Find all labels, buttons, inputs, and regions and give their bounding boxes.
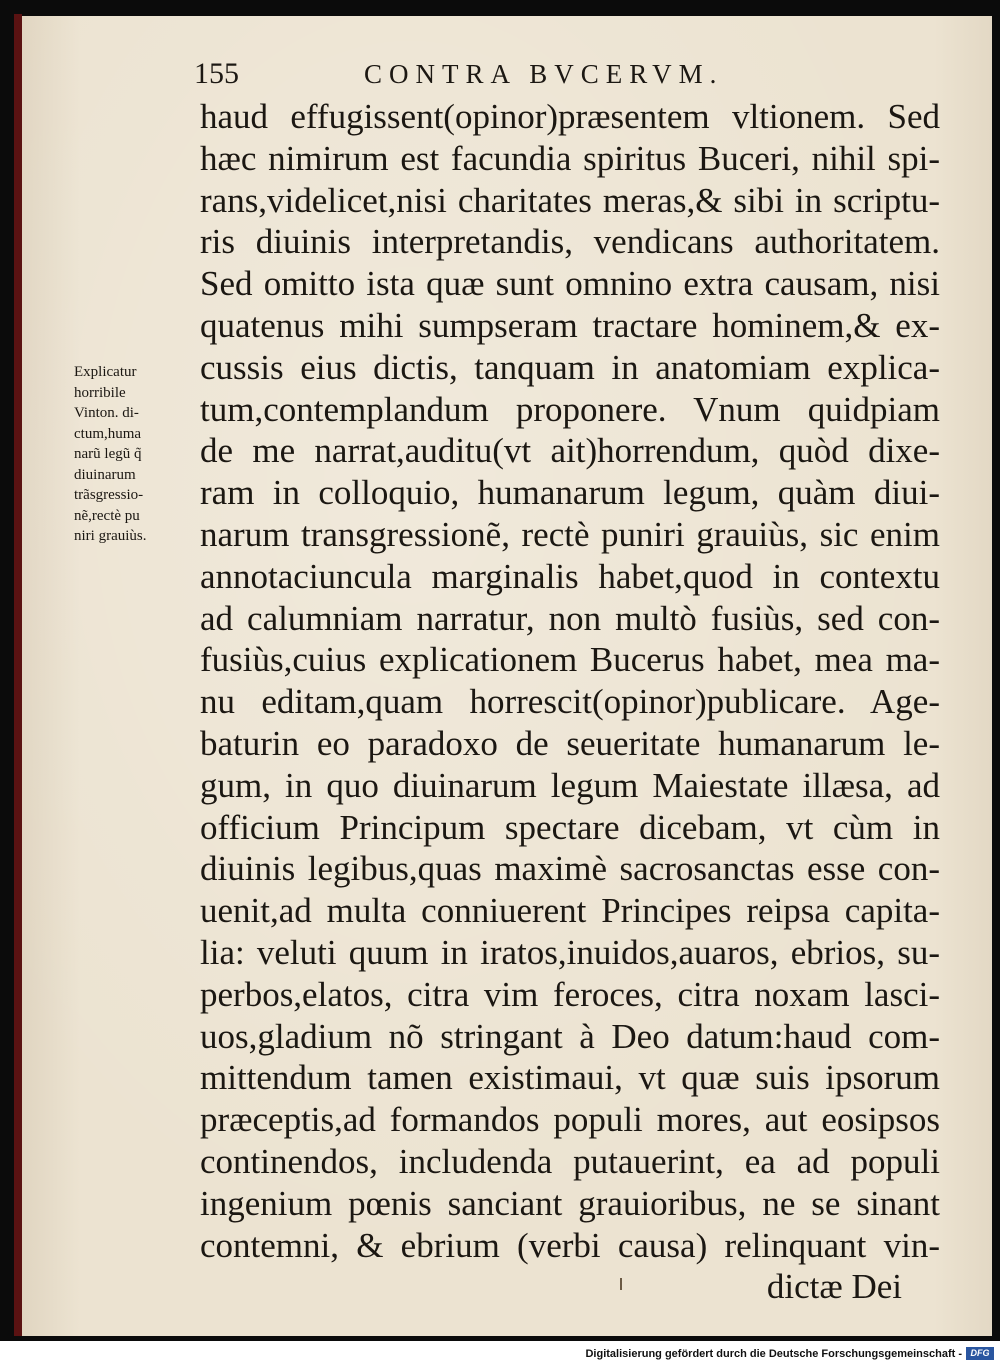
text-line: officium Principum spectare dicebam, vt cùm in [200, 807, 940, 847]
text-line: uenit,ad multa conniuerent Principes reipsa capita- [200, 891, 940, 931]
text-line: nu editam,quam horrescit(opinor)publicare. Age- [200, 682, 940, 722]
text-line: rans,videlicet,nisi charitates meras,& sibi in scriptu- [200, 180, 940, 220]
digitization-credit: Digitalisierung gefördert durch die Deutsche Forschungsgemeinschaft - [585, 1348, 962, 1360]
catchword-line: dictæ Dei [766, 1267, 902, 1307]
running-title: CONTRA BVCERVM. [364, 59, 724, 89]
book-page [22, 16, 992, 1336]
text-line: ingenium pœnis sanciant grauioribus, ne se sinant [200, 1183, 940, 1223]
text-line: ad calumniam narratur, non multò fusiùs, sed con- [200, 598, 940, 638]
running-head [194, 54, 814, 94]
marginal-note-line: nẽ,rectè pu [74, 507, 140, 524]
text-line: diuinis legibus,quas maximè sacrosanctas esse con- [200, 849, 940, 889]
text-line: ram in colloquio, humanarum legum, quàm diui- [200, 473, 940, 513]
text-line: quatenus mihi sumpseram tractare hominem,& ex- [200, 305, 940, 345]
body-text [200, 96, 940, 1308]
marginal-note-line: horribile [74, 384, 126, 401]
text-line: tum,contemplandum proponere. Vnum quidpiam [200, 389, 940, 429]
text-line: contemni, & ebrium (verbi causa) relinquant vin- [200, 1225, 940, 1265]
text-line: uos,gladium nõ stringant à Deo datum:haud com- [200, 1016, 940, 1056]
text-line: mittendum tamen existimaui, vt quæ suis ipsorum [200, 1058, 940, 1098]
text-line: cussis eius dictis, tanquam in anatomiam explica- [200, 347, 940, 387]
text-line: Sed omitto ista quæ sunt omnino extra causam, nisi [200, 264, 940, 304]
marginal-note-line: trãsgressio- [74, 487, 144, 503]
marginal-note-line: niri grauiùs. [74, 528, 147, 544]
marginal-note-line: Explicatur [74, 364, 137, 380]
marginal-note [74, 362, 198, 547]
marginal-note-line: ctum,huma [74, 425, 142, 442]
text-line: continendos, includenda putauerint, ea ad populi [200, 1141, 940, 1181]
marginal-note-line: Vinton. di- [74, 405, 139, 421]
text-line: baturin eo paradoxo de seueritate humanarum le- [200, 723, 940, 763]
book-spine-edge [14, 14, 22, 1336]
text-line: fusiùs,cuius explicationem Bucerus habet, mea ma- [200, 640, 940, 680]
text-line: præceptis,ad formandos populi mores, aut eosipsos [200, 1100, 940, 1140]
text-line: perbos,elatos, citra vim feroces, citra noxam lasci- [200, 974, 940, 1014]
marginal-note-line: diuinarum [74, 466, 136, 483]
text-line: haud effugissent(opinor)præsentem vltionem. Sed [200, 97, 940, 136]
text-line: annotaciuncula marginalis habet,quod in contextu [200, 556, 940, 596]
text-line: hæc nimirum est facundia spiritus Buceri, nihil spi- [200, 138, 940, 178]
text-line: ris diuinis interpretandis, vendicans authoritatem. [200, 222, 940, 262]
text-line: narum transgressionẽ, rectè puniri grauiùs, sic enim [200, 514, 940, 554]
paper-speck [620, 1278, 622, 1290]
page-number: 155 [194, 57, 239, 90]
text-line: de me narrat,auditu(vt ait)horrendum, quòd dixe- [200, 431, 940, 471]
marginal-note-line: narũ legũ q̃ [74, 446, 142, 462]
text-line: lia: veluti quum in iratos,inuidos,auaros, ebrios, su- [200, 932, 940, 972]
text-line: gum, in quo diuinarum legum Maiestate illæsa, ad [200, 765, 940, 805]
dfg-logo: DFG [966, 1347, 994, 1360]
